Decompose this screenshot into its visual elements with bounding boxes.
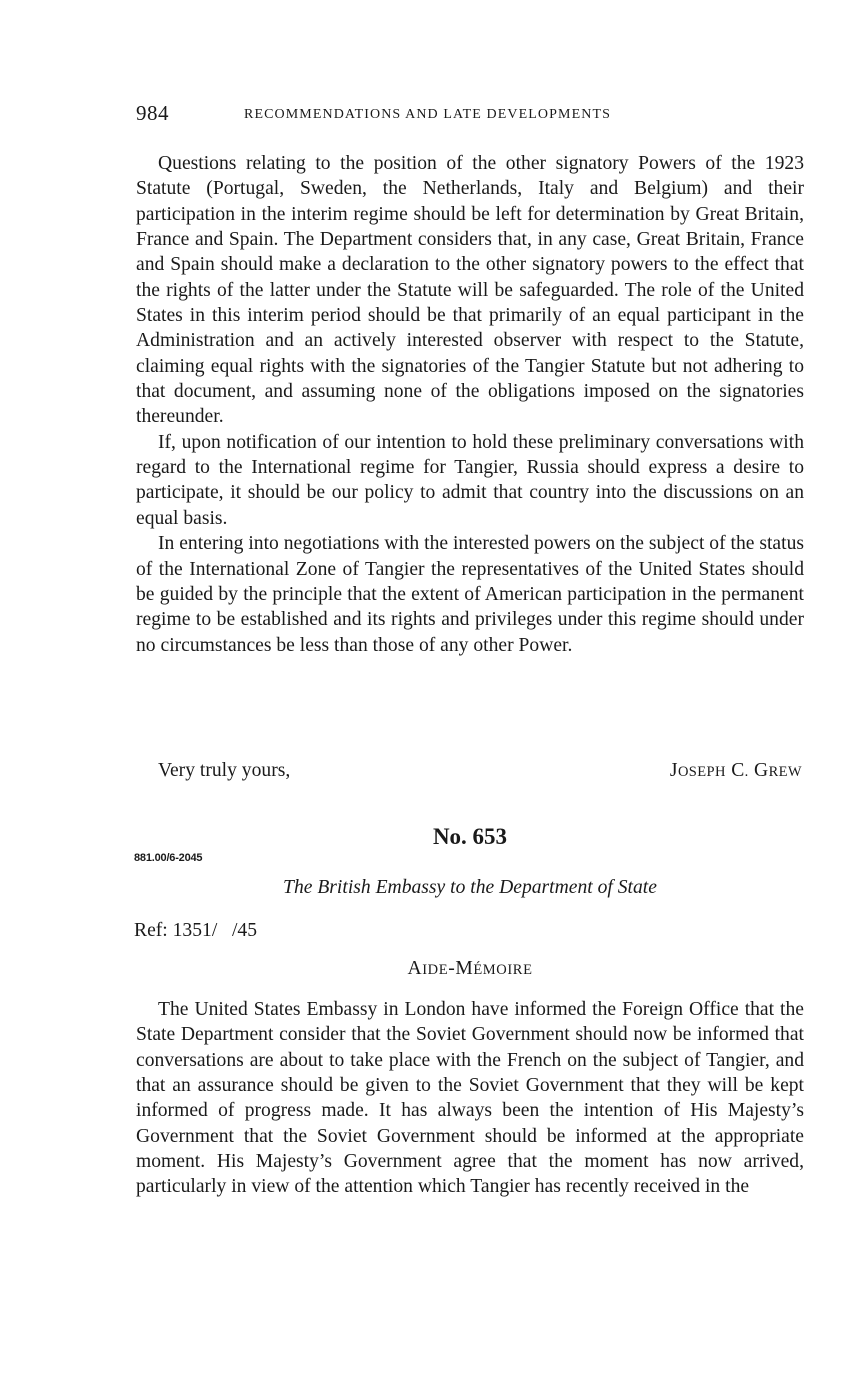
signature: JOSEPH C. GREW	[669, 760, 802, 781]
running-title: RECOMMENDATIONS AND LATE DEVELOPMENTS	[244, 107, 611, 122]
paragraph: In entering into negotiations with the interested powers on the subject of the status of the International Zone of Tangier the representatives of the United States should be guided by the principle that the extent of American participation in the permanent regime to be established and its rights and privileges under this regime should under no circumstances be less than those of any other Power.	[136, 533, 804, 656]
memo-body	[136, 997, 804, 1200]
document-title: AIDE-MÉMOIRE	[407, 958, 533, 979]
document-number: No. 653	[432, 824, 508, 849]
letter-closing	[136, 760, 804, 786]
complimentary-close: Very truly yours,	[158, 760, 291, 781]
running-header	[136, 101, 804, 131]
letter-body	[136, 151, 804, 658]
paragraph: The United States Embassy in London have informed the Foreign Office that the State Department consider that the Soviet Government should now be informed that conversations are about to take place with the French on the subject of Tangier, and that an assurance should be given to the Soviet Government that they will be kept informed of progress made. It has always been the intention of His Majesty’s Government that the Soviet Government should be informed at the appropriate moment. His Majesty’s Government agree that the moment has now arrived, particularly in view of the attention which Tangier has recently received in the	[136, 999, 804, 1198]
document-heading: The British Embassy to the Department of State	[283, 877, 657, 898]
file-reference: 881.00/6-2045	[134, 852, 203, 864]
page-number: 984	[136, 101, 169, 125]
reference-line: Ref: 1351/ /45	[134, 920, 257, 941]
paragraph: Questions relating to the position of the other signatory Powers of the 1923 Statute (Portugal, Sweden, the Netherlands, Italy and Belgium) and their participation in the interim regime should be left for determination by Great Britain, France and Spain. The Department considers that, in any case, Great Britain, France and Spain should make a declaration to the other signatory powers to the effect that the rights of the latter under the Statute will be safeguarded. The role of the United States in this interim period should be that primarily of an equal participant in the Administration and an actively interested observer with respect to the Statute, claiming equal rights with the signatories of the Tangier Statute but not adhering to that document, and assuming none of the obligations imposed on the signatories thereunder.	[136, 153, 804, 428]
paragraph: If, upon notification of our intention to hold these preliminary conversations with regard to the International regime for Tangier, Russia should express a desire to participate, it should be our policy to admit that country into the discussions on an equal basis.	[136, 431, 804, 529]
